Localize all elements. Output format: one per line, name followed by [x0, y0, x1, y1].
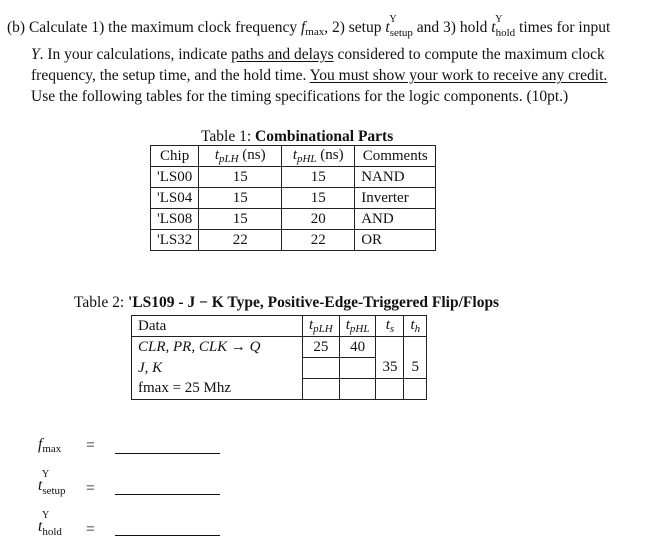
equals-sign: = [86, 437, 95, 454]
header-tplh: $t_{pLH}$ [303, 316, 340, 337]
question-line-1: (b) Calculate 1) the maximum clock frequency $f_{max}$, 2) setup t Y $_{setup}$ and 3) hold t Y $_{hold}$ times for input [7, 17, 657, 44]
header-tplh: $t_{pLH}$ (ns) [199, 146, 282, 167]
part-label: (b) [7, 19, 26, 36]
setup-time-symbol: t Y $_{setup}$ [385, 14, 413, 39]
table-header-row [151, 146, 436, 167]
table-row: 'LS00 15 15 NAND [151, 167, 436, 188]
header-tphl: $t_{pHL}$ (ns) [282, 146, 355, 167]
hold-answer-label: t Y $_{hold}$ [38, 510, 62, 538]
table-row: 'LS32 22 22 OR [151, 230, 436, 251]
header-ts: $t_s$ [376, 316, 404, 337]
equals-sign: = [86, 521, 95, 538]
question-line-2: Y. In your calculations, indicate paths and delays considered to compute the maximum clock [31, 46, 605, 63]
flip-flop-table [131, 315, 427, 400]
header-chip: Chip [151, 146, 199, 167]
setup-answer-blank[interactable] [115, 494, 220, 495]
hold-answer-blank[interactable] [115, 535, 220, 536]
table2-caption: Table 2: 'LS109 - J − K Type, Positive-Edge-Triggered Flip/Flops [74, 294, 500, 311]
setup-answer-label: t Y $_{setup}$ [38, 469, 66, 497]
table-header-row [132, 316, 427, 337]
table-row: 'LS08 15 20 AND [151, 209, 436, 230]
hold-time-symbol: t Y $_{hold}$ [491, 14, 516, 39]
question-paragraph [7, 14, 657, 107]
equals-sign: = [86, 480, 95, 497]
combinational-parts-table [150, 145, 436, 251]
header-tphl: $t_{pHL}$ [339, 316, 376, 337]
header-data: Data [132, 316, 303, 337]
header-comments: Comments [355, 146, 436, 167]
fmax-spec: fmax = 25 Mhz [132, 379, 303, 400]
table-row: J, K 35 5 [132, 358, 427, 379]
table-row: CLR, PR, CLK → Q 25 40 [132, 337, 427, 358]
question-line-4: Use the following tables for the timing specifications for the logic components. (10pt.) [31, 88, 569, 105]
fmax-answer-label: $f_{max}$ [38, 436, 62, 455]
table1-caption: Table 1: Combinational Parts [201, 128, 394, 145]
question-line-3: frequency, the setup time, and the hold time. You must show your work to receive any credit. [31, 67, 608, 84]
header-th: $t_h$ [404, 316, 427, 337]
table-row [132, 379, 427, 400]
fmax-answer-blank[interactable] [115, 453, 220, 454]
table-row: 'LS04 15 15 Inverter [151, 188, 436, 209]
